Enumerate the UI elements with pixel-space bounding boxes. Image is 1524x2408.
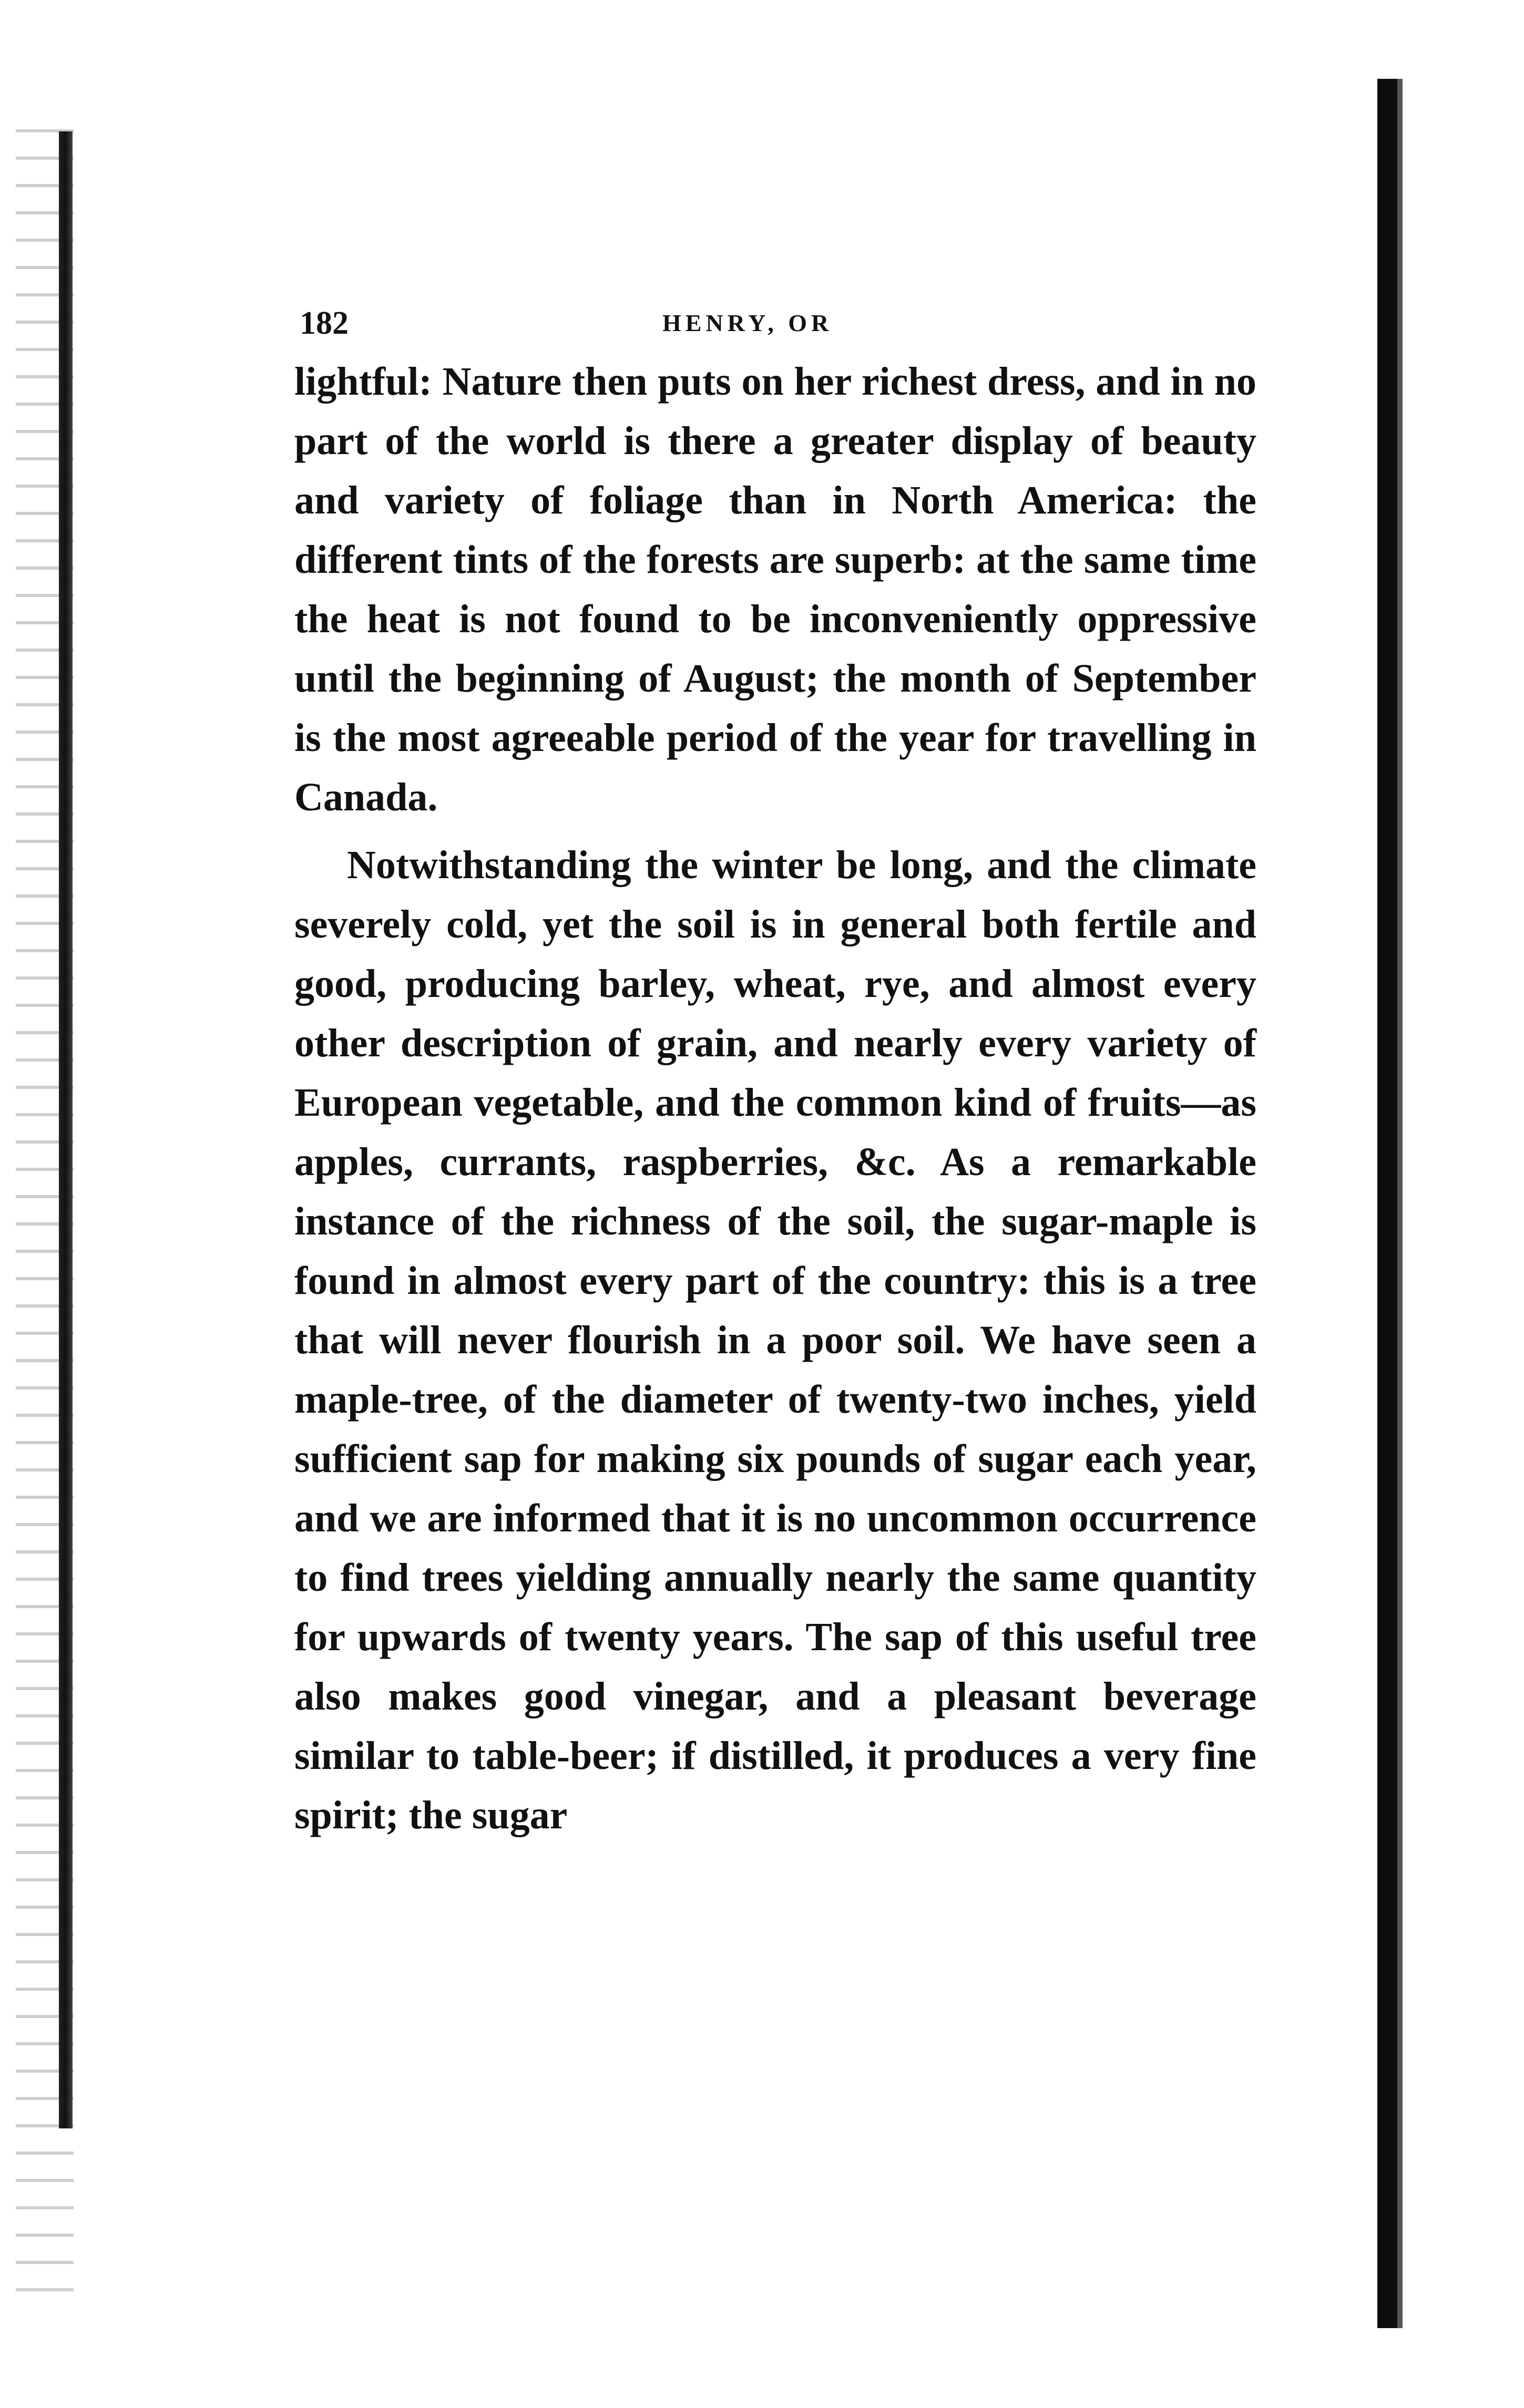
page-header [294,294,1256,352]
running-head: HENRY, OR [662,310,833,336]
right-page-edge [1377,79,1397,2328]
paragraph-continued: lightful: Nature then puts on her richest dress, and in no part of the world is there a greater display of beauty and variety of foliage than in North America: the different tints of the forests are superb: at the same time the heat is not found to be inconveniently oppressive until the beginning of August; the month of September is the most agreeable period of the year for travelling in Canada. [294,359,1256,819]
right-page-edge-shadow [1397,79,1403,2328]
paragraph: Notwithstanding the winter be long, and the climate severely cold, yet the soil is in general both fertile and good, producing barley, wheat, rye, and almost every other description of grain, and nearly every variety of European vegetable, and the common kind of fruits—as apples, currants, raspberries, &c. As a remarkable instance of the richness of the soil, the sugar-maple is found in almost every part of the country: this is a tree that will never flourish in a poor soil. We have seen a maple-tree, of the diameter of twenty-two inches, yield sufficient sap for making six pounds of sugar each year, and we are informed that it is no uncommon occurrence to find trees yielding annually nearly the same quantity for upwards of twenty years. The sap of this useful tree also makes good vinegar, and a pleasant beverage similar to table-beer; if distilled, it produces a very fine spirit; the sugar [294,843,1256,1837]
left-page-edge [59,131,73,2128]
book-page [294,294,1256,1845]
page-body [294,352,1256,1845]
page-number: 182 [300,305,349,341]
